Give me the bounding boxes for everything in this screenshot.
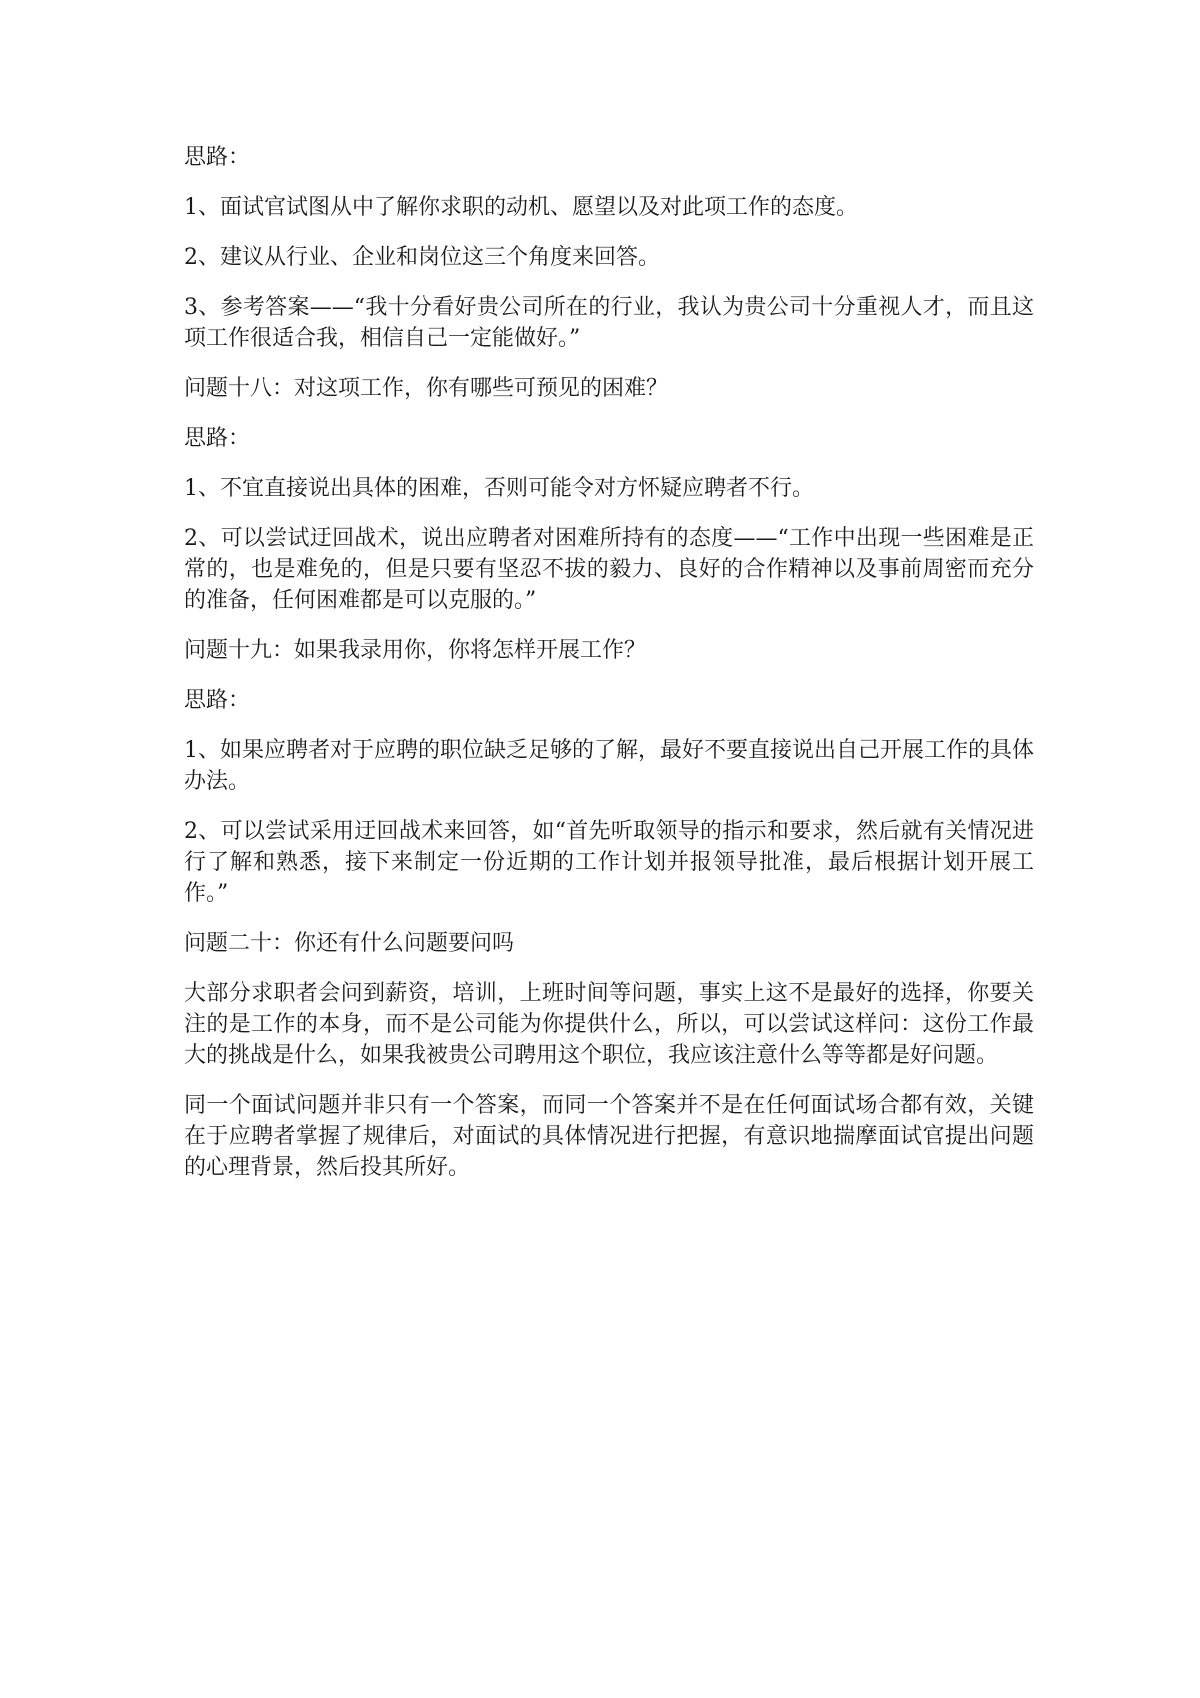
paragraph: 同一个面试问题并非只有一个答案，而同一个答案并不是在任何面试场合都有效，关键在于应聘者掌握了规律后，对面试的具体情况进行把握，有意识地揣摩面试官提出问题的心理背景，然后投其所好。 <box>184 1093 1034 1180</box>
heading-approach: 思路： <box>184 688 251 713</box>
question-18-heading: 问题十八：对这项工作，你有哪些可预见的困难？ <box>184 376 669 401</box>
paragraph: 1、面试官试图从中了解你求职的动机、愿望以及对此项工作的态度。 <box>184 195 858 220</box>
paragraph: 1、如果应聘者对于应聘的职位缺乏足够的了解，最好不要直接说出自己开展工作的具体办法。 <box>184 738 1034 794</box>
question-20-heading: 问题二十：你还有什么问题要问吗 <box>184 931 515 956</box>
paragraph: 1、不宜直接说出具体的困难，否则可能令对方怀疑应聘者不行。 <box>184 476 814 501</box>
heading-approach: 思路： <box>184 145 251 170</box>
paragraph: 2、可以尝试迂回战术，说出应聘者对困难所持有的态度——“工作中出现一些困难是正常的，也是难免的，但是只要有坚忍不拔的毅力、良好的合作精神以及事前周密而充分的准备，任何困难都是可以克服的。” <box>184 526 1034 613</box>
paragraph: 2、可以尝试采用迂回战术来回答，如“首先听取领导的指示和要求，然后就有关情况进行了解和熟悉，接下来制定一份近期的工作计划并报领导批准，最后根据计划开展工作。” <box>184 819 1034 906</box>
paragraph: 3、参考答案——“我十分看好贵公司所在的行业，我认为贵公司十分重视人才，而且这项工作很适合我，相信自己一定能做好。” <box>184 295 1034 351</box>
heading-approach: 思路： <box>184 426 251 451</box>
document-page <box>184 142 1034 1202</box>
paragraph: 2、建议从行业、企业和岗位这三个角度来回答。 <box>184 245 660 270</box>
question-19-heading: 问题十九：如果我录用你，你将怎样开展工作？ <box>184 638 647 663</box>
paragraph: 大部分求职者会问到薪资，培训，上班时间等问题，事实上这不是最好的选择，你要关注的是工作的本身，而不是公司能为你提供什么，所以，可以尝试这样问：这份工作最大的挑战是什么，如果我被贵公司聘用这个职位，我应该注意什么等等都是好问题。 <box>184 981 1034 1068</box>
